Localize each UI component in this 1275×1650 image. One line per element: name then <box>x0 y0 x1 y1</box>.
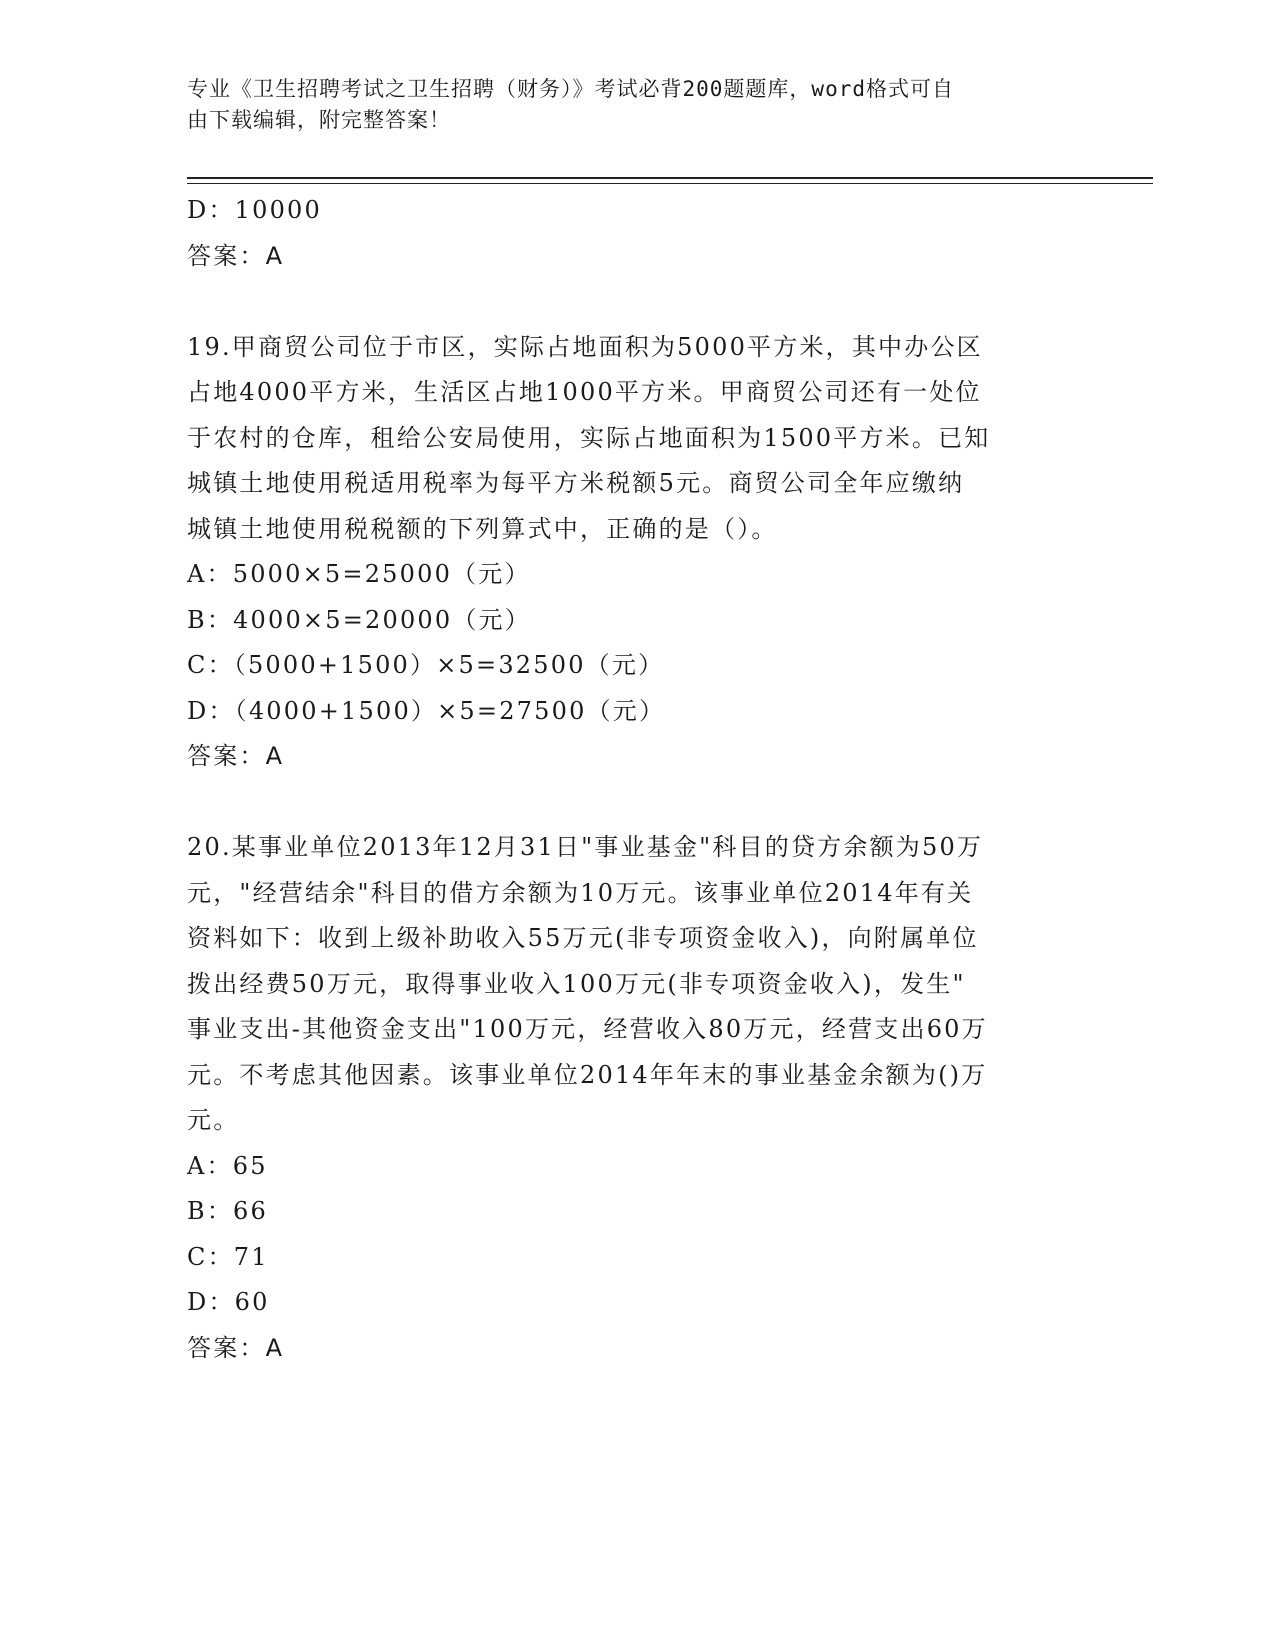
question-text-line: 资料如下：收到上级补助收入55万元(非专项资金收入)，向附属单位 <box>187 924 979 952</box>
spacer <box>187 780 1087 826</box>
header-line-2: 由下载编辑，附完整答案！ <box>187 108 451 132</box>
option-d: D：60 <box>187 1288 270 1316</box>
option-b: B：66 <box>187 1197 268 1225</box>
question-text-line: 元，"经营结余"科目的借方余额为10万元。该事业单位2014年有关 <box>187 878 974 907</box>
question-text-line: 于农村的仓库，租给公安局使用，实际占地面积为1500平方米。已知 <box>187 423 991 452</box>
answer-line: 答案：A <box>187 1333 285 1362</box>
question-text-line: 拨出经费50万元，取得事业收入100万元(非专项资金收入)，发生" <box>187 969 966 998</box>
previous-question-tail <box>187 188 1087 279</box>
question-text-line: 元。 <box>187 1106 240 1134</box>
document-header <box>187 74 1067 136</box>
question-text-line: 占地4000平方米，生活区占地1000平方米。甲商贸公司还有一处位 <box>187 378 982 406</box>
question-text-line: 事业支出-其他资金支出"100万元，经营收入80万元，经营支出60万 <box>187 1015 988 1043</box>
document-body <box>187 188 1087 1371</box>
question-text-line: 城镇土地使用税税额的下列算式中，正确的是（）。 <box>187 514 778 543</box>
spacer <box>187 279 1087 325</box>
header-divider-thin <box>187 183 1153 184</box>
question-text-line: 元。不考虑其他因素。该事业单位2014年年末的事业基金余额为()万 <box>187 1060 988 1089</box>
header-divider-thick <box>187 177 1153 179</box>
answer-line: 答案：A <box>187 241 285 270</box>
question-19 <box>187 325 1087 780</box>
answer-line: 答案：A <box>187 742 285 770</box>
option-c: C：71 <box>187 1242 269 1271</box>
option-b: B：4000×5=20000（元） <box>187 605 531 634</box>
option-d: D：10000 <box>187 196 322 224</box>
option-a: A：65 <box>187 1151 268 1180</box>
option-d: D：（4000+1500）×5=27500（元） <box>187 696 666 725</box>
header-line-1: 专业《卫生招聘考试之卫生招聘（财务）》考试必背200题题库，word格式可自 <box>187 77 954 101</box>
question-text-line: 20.某事业单位2013年12月31日"事业基金"科目的贷方余额为50万 <box>187 833 984 861</box>
question-text-line: 19.甲商贸公司位于市区，实际占地面积为5000平方米，其中办公区 <box>187 332 983 361</box>
option-c: C：（5000+1500）×5=32500（元） <box>187 651 665 679</box>
question-20 <box>187 825 1087 1371</box>
question-text-line: 城镇土地使用税适用税率为每平方米税额5元。商贸公司全年应缴纳 <box>187 469 965 497</box>
option-a: A：5000×5=25000（元） <box>187 560 531 588</box>
